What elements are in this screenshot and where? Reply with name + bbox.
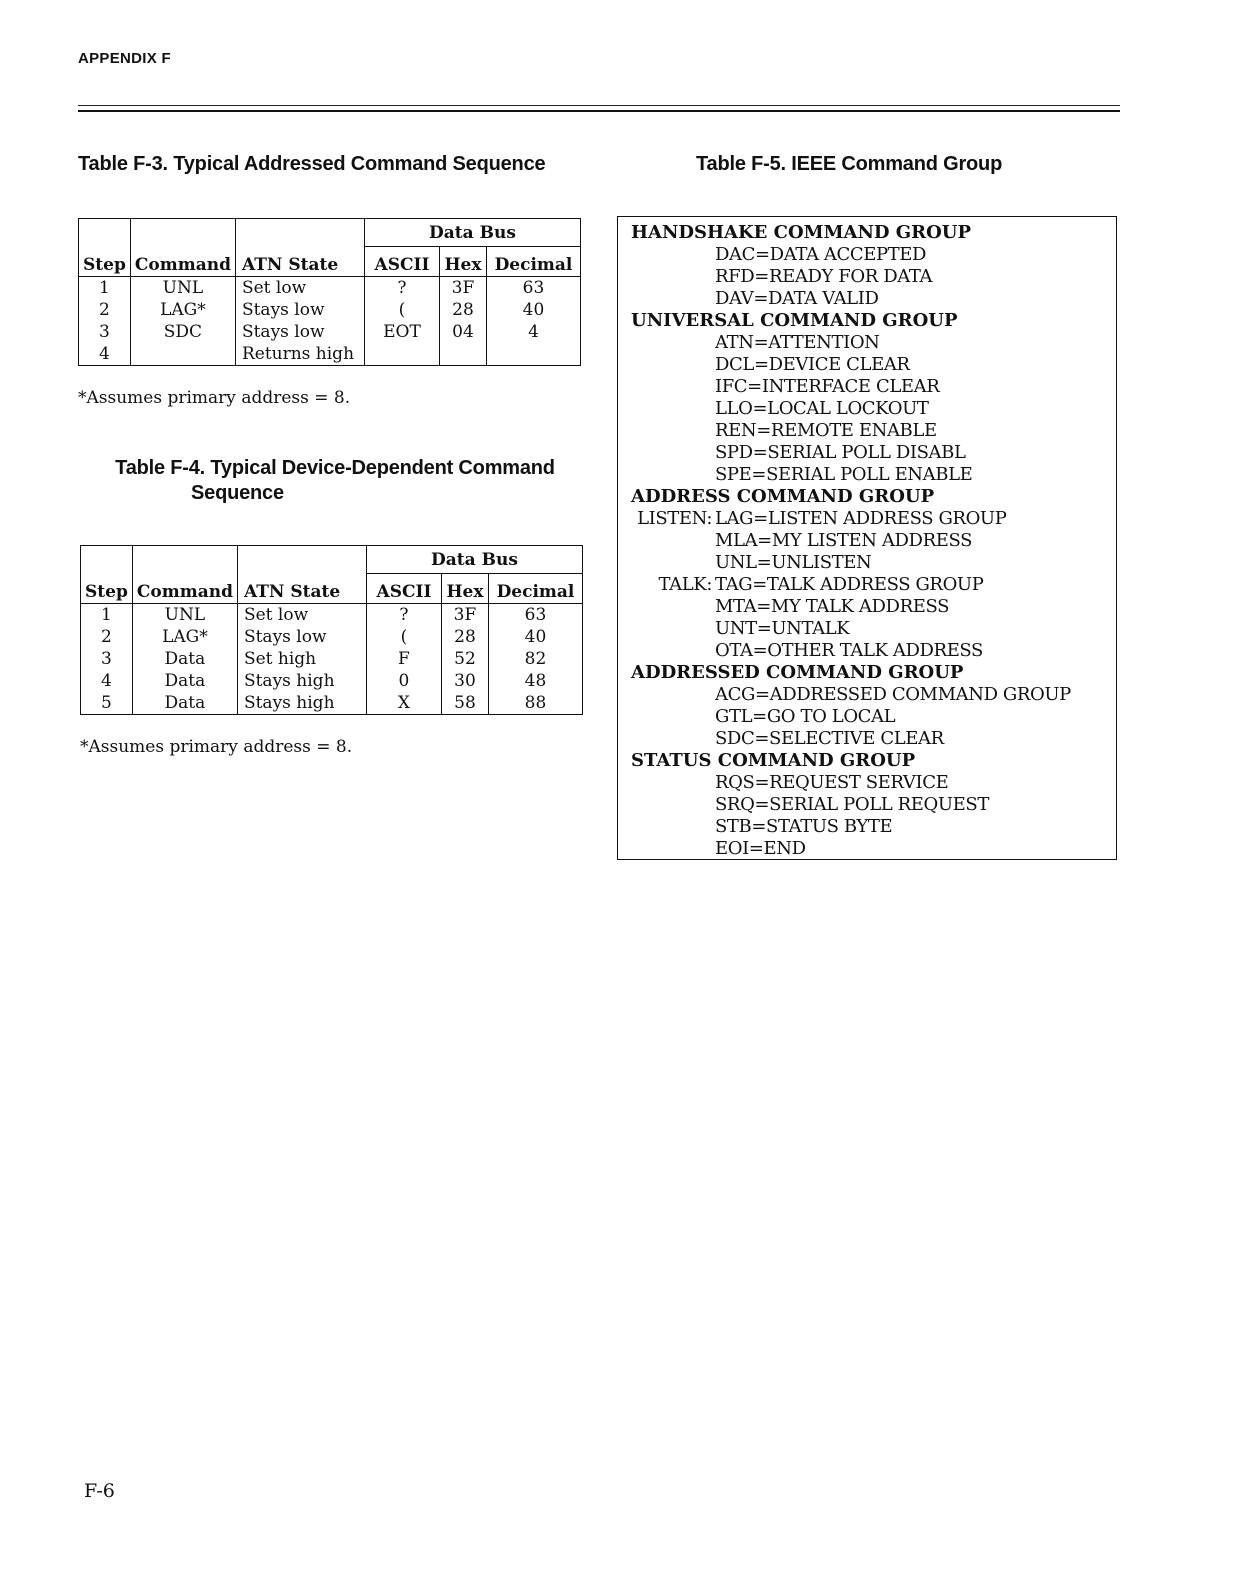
command-item: GTL=GO TO LOCAL <box>715 706 896 727</box>
table-row <box>81 670 583 692</box>
table-f4 <box>80 545 583 715</box>
cell-atn-state: Stays high <box>237 670 366 692</box>
cell-ascii: ? <box>364 277 439 300</box>
command-item: RFD=READY FOR DATA <box>715 266 933 287</box>
cell-hex: 58 <box>441 692 488 715</box>
column-header-hex: Hex <box>439 247 486 277</box>
cell-ascii: ? <box>366 604 441 627</box>
command-item: MLA=MY LISTEN ADDRESS <box>715 530 973 551</box>
table-f3-caption: Table F-3. Typical Addressed Command Sequence <box>78 153 546 175</box>
blank-cell <box>81 546 133 574</box>
column-header-step: Step <box>81 574 133 604</box>
cell-atn-state: Set low <box>237 604 366 627</box>
talk-row <box>618 574 1116 596</box>
table-row <box>81 692 583 715</box>
cell-hex: 04 <box>439 321 486 343</box>
command-item: DAC=DATA ACCEPTED <box>715 244 927 265</box>
cell-ascii: ( <box>364 299 439 321</box>
talk-label: TALK: <box>658 574 712 595</box>
cell-step: 2 <box>79 299 131 321</box>
column-header-hex: Hex <box>441 574 488 604</box>
cell-decimal: 63 <box>522 278 545 298</box>
table-f5-caption: Table F-5. IEEE Command Group <box>696 153 1003 175</box>
command-item: SRQ=SERIAL POLL REQUEST <box>715 794 989 815</box>
cell-step: 5 <box>81 692 133 715</box>
cell-hex: 3F <box>439 277 486 300</box>
cell-hex: 52 <box>441 648 488 670</box>
column-header-ascii: ASCII <box>366 574 441 604</box>
cell-decimal: 40 <box>522 300 545 320</box>
listen-row <box>618 508 1116 530</box>
cell-step: 2 <box>81 626 133 648</box>
cell-command: Data <box>132 692 237 715</box>
command-item: OTA=OTHER TALK ADDRESS <box>715 640 983 661</box>
cell-command: Data <box>132 648 237 670</box>
cell-ascii: X <box>366 692 441 715</box>
command-item: UNT=UNTALK <box>715 618 850 639</box>
table-f5-box <box>617 216 1117 860</box>
command-item: EOI=END <box>715 838 806 859</box>
column-header-decimal: Decimal <box>486 247 580 277</box>
command-item: RQS=REQUEST SERVICE <box>715 772 949 793</box>
group-title-universal: UNIVERSAL COMMAND GROUP <box>631 310 958 331</box>
page-number: F-6 <box>84 1480 115 1502</box>
command-item: MTA=MY TALK ADDRESS <box>715 596 950 617</box>
blank-cell <box>132 546 237 574</box>
cell-decimal: 4 <box>528 322 539 342</box>
table-row <box>79 321 581 343</box>
group-title-status: STATUS COMMAND GROUP <box>631 750 916 771</box>
cell-atn-state: Set high <box>237 648 366 670</box>
cell-step: 1 <box>81 604 133 627</box>
cell-hex: 28 <box>441 626 488 648</box>
blank-cell <box>237 546 366 574</box>
command-item: SPD=SERIAL POLL DISABL <box>715 442 966 463</box>
cell-command: UNL <box>132 604 237 627</box>
column-header-decimal: Decimal <box>488 574 582 604</box>
header-rule-thick <box>78 110 1120 112</box>
cell-command: LAG* <box>130 299 235 321</box>
cell-atn-state: Stays high <box>237 692 366 715</box>
cell-ascii: EOT <box>364 321 439 343</box>
cell-hex: 3F <box>441 604 488 627</box>
table-f4-caption-line1: Table F-4. Typical Device-Dependent Command <box>115 457 555 479</box>
listen-label: LISTEN: <box>637 508 712 529</box>
column-header-step: Step <box>79 247 131 277</box>
group-title-addressed: ADDRESSED COMMAND GROUP <box>631 662 964 683</box>
command-item: STB=STATUS BYTE <box>715 816 893 837</box>
cell-step: 4 <box>79 343 131 366</box>
command-item: ATN=ATTENTION <box>715 332 880 353</box>
command-item: LAG=LISTEN ADDRESS GROUP <box>715 508 1007 529</box>
data-bus-header: Data Bus <box>364 219 580 247</box>
cell-step: 1 <box>79 277 131 300</box>
cell-decimal: 82 <box>524 649 547 669</box>
cell-ascii <box>364 343 439 366</box>
cell-command <box>130 343 235 366</box>
command-item: DCL=DEVICE CLEAR <box>715 354 910 375</box>
column-header-command: Command <box>132 574 237 604</box>
table-f4-footnote: *Assumes primary address = 8. <box>80 737 353 757</box>
cell-ascii: F <box>366 648 441 670</box>
cell-ascii: ( <box>366 626 441 648</box>
table-f3-footnote: *Assumes primary address = 8. <box>78 388 351 408</box>
table-row <box>79 299 581 321</box>
column-header-atn-state: ATN State <box>237 574 366 604</box>
cell-command: Data <box>132 670 237 692</box>
data-bus-header: Data Bus <box>366 546 582 574</box>
cell-decimal: 88 <box>524 693 547 713</box>
table-row <box>81 604 583 627</box>
table-f3 <box>78 218 581 366</box>
blank-cell <box>79 219 131 247</box>
command-item: REN=REMOTE ENABLE <box>715 420 937 441</box>
column-header-command: Command <box>130 247 235 277</box>
cell-decimal: 40 <box>524 627 547 647</box>
cell-step: 4 <box>81 670 133 692</box>
cell-hex: 28 <box>439 299 486 321</box>
command-item: SDC=SELECTIVE CLEAR <box>715 728 944 749</box>
group-title-handshake: HANDSHAKE COMMAND GROUP <box>631 222 972 243</box>
command-item: LLO=LOCAL LOCKOUT <box>715 398 929 419</box>
cell-atn-state: Stays low <box>235 321 364 343</box>
blank-cell <box>235 219 364 247</box>
cell-ascii: 0 <box>366 670 441 692</box>
command-item: TAG=TALK ADDRESS GROUP <box>715 574 984 595</box>
cell-atn-state: Returns high <box>235 343 364 366</box>
cell-atn-state: Stays low <box>235 299 364 321</box>
table-f4-caption-line2: Sequence <box>191 482 284 504</box>
cell-command: UNL <box>130 277 235 300</box>
group-title-address: ADDRESS COMMAND GROUP <box>631 486 935 507</box>
cell-decimal: 63 <box>524 605 547 625</box>
table-row <box>79 343 581 366</box>
table-f4-caption <box>86 456 584 506</box>
column-header-ascii: ASCII <box>364 247 439 277</box>
table-row <box>81 648 583 670</box>
appendix-header: APPENDIX F <box>78 50 172 67</box>
cell-step: 3 <box>81 648 133 670</box>
command-item: DAV=DATA VALID <box>715 288 879 309</box>
cell-hex <box>439 343 486 366</box>
cell-hex: 30 <box>441 670 488 692</box>
cell-atn-state: Stays low <box>237 626 366 648</box>
command-item: SPE=SERIAL POLL ENABLE <box>715 464 973 485</box>
cell-atn-state: Set low <box>235 277 364 300</box>
cell-decimal <box>486 343 580 366</box>
table-row <box>79 277 581 300</box>
header-rule-thin <box>78 105 1120 106</box>
column-header-atn-state: ATN State <box>235 247 364 277</box>
command-item: UNL=UNLISTEN <box>715 552 872 573</box>
cell-decimal: 48 <box>524 671 547 691</box>
table-row <box>81 626 583 648</box>
cell-command: SDC <box>130 321 235 343</box>
cell-command: LAG* <box>132 626 237 648</box>
blank-cell <box>130 219 235 247</box>
command-item: IFC=INTERFACE CLEAR <box>715 376 940 397</box>
cell-step: 3 <box>79 321 131 343</box>
command-item: ACG=ADDRESSED COMMAND GROUP <box>715 684 1071 705</box>
